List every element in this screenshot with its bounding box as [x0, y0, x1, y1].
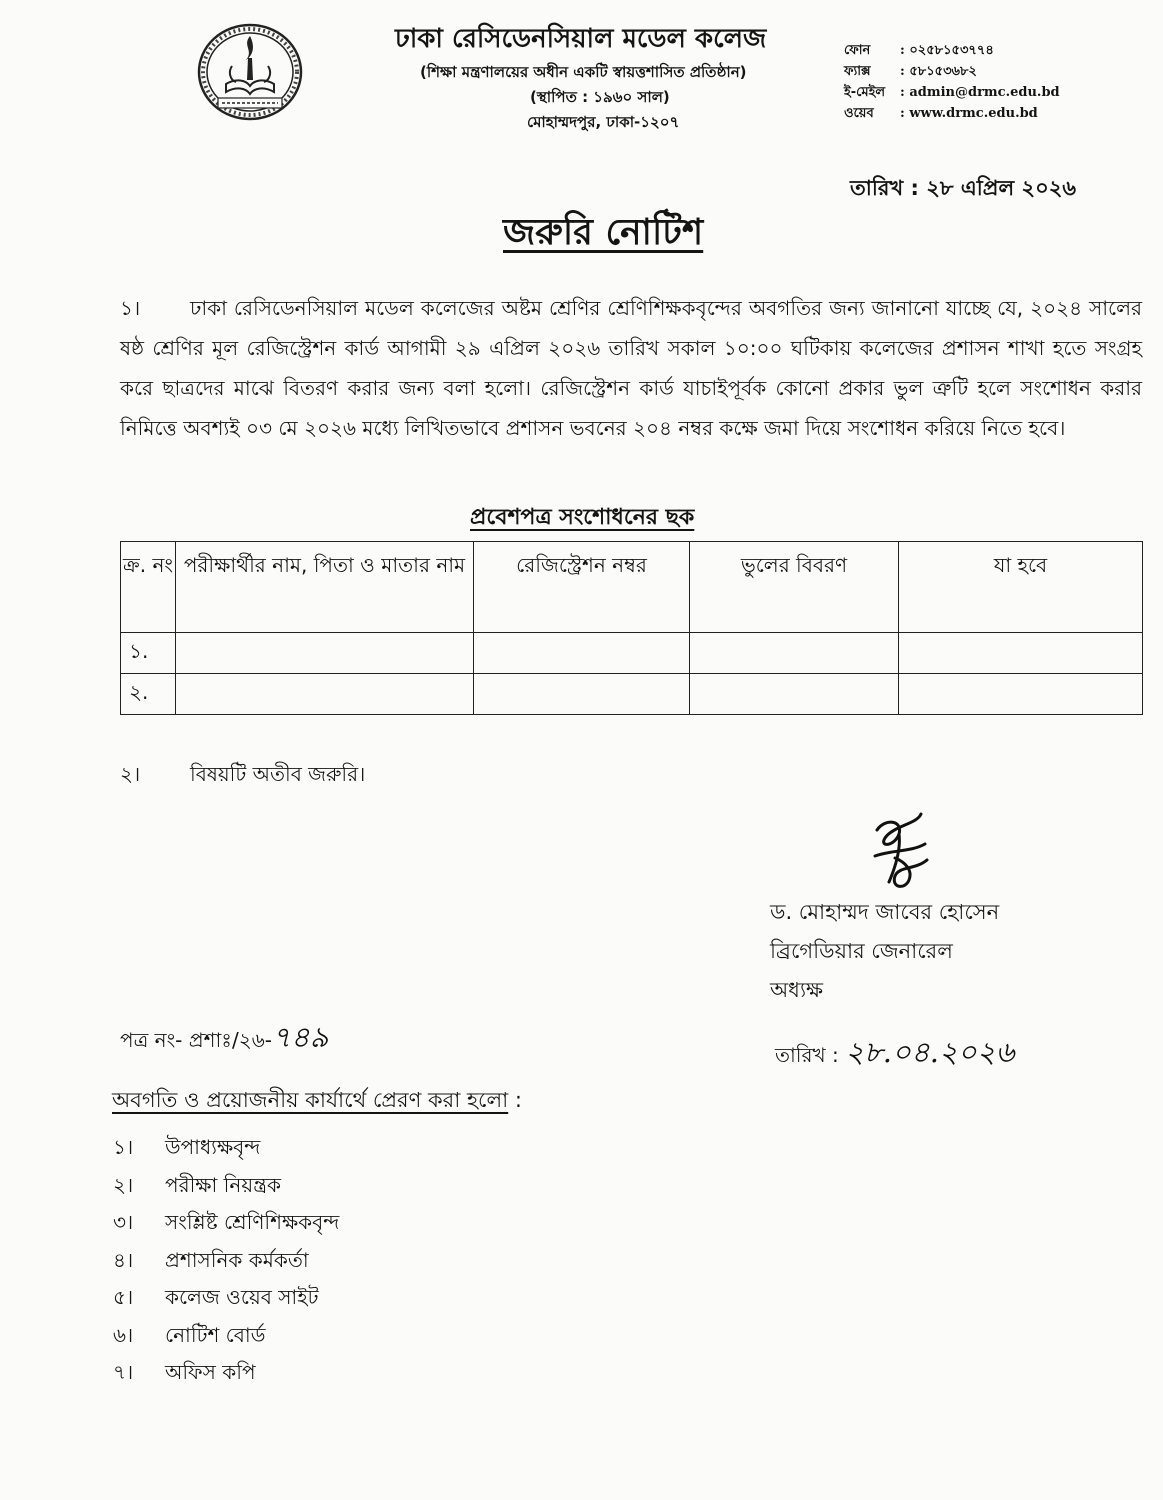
- table-header-row: [121, 542, 1143, 633]
- notice-date: তারিখ : ২৮ এপ্রিল ২০২৬: [850, 176, 1077, 200]
- notice-title: জরুরি নোটিশ: [503, 212, 704, 253]
- contact-phone: ফোন : ০২৫৮১৫৩৭৭৪: [844, 43, 994, 58]
- signatory-block: [770, 893, 999, 1010]
- contact-email: ই-মেইল : admin@drmc.edu.bd: [844, 85, 1060, 100]
- contact-web: ওয়েব : www.drmc.edu.bd: [844, 106, 1038, 121]
- notice-paragraph-2: [120, 760, 365, 793]
- list-item: ৩। সংশ্লিষ্ট শ্রেণিশিক্ষকবৃন্দ: [113, 1210, 340, 1234]
- header-error: ভুলের বিবরণ: [690, 542, 899, 633]
- list-item: ৭। অফিস কপি: [113, 1360, 256, 1384]
- contact-info: [844, 40, 1060, 124]
- signature-icon: [855, 810, 947, 898]
- college-name: ঢাকা রেসিডেনসিয়াল মডেল কলেজ: [395, 24, 767, 54]
- list-item: ৬। নোটিশ বোর্ড: [113, 1322, 266, 1347]
- paragraph-text: বিষয়টি অতীব জরুরি।: [190, 762, 366, 786]
- college-subtitle: (শিক্ষা মন্ত্রণালয়ের অধীন একটি স্বায়ত্তশাসিত প্রতিষ্ঠান): [420, 63, 747, 81]
- header-correction: যা হবে: [899, 542, 1143, 633]
- sign-date-handwritten: ২৮.০৪.২০২৬: [845, 1035, 1015, 1069]
- row-cell: [176, 674, 474, 715]
- row-cell: [690, 674, 899, 715]
- notice-paragraph-1: [120, 288, 1142, 448]
- row-cell: [474, 674, 690, 715]
- row-cell: [690, 633, 899, 674]
- list-item: ২। পরীক্ষা নিয়ন্ত্রক: [113, 1172, 281, 1197]
- row-serial: ১.: [121, 633, 176, 674]
- table-row: [121, 633, 1143, 674]
- established-year: (স্থাপিত : ১৯৬০ সাল): [530, 88, 670, 106]
- distribution-title-suffix: :: [508, 1088, 522, 1112]
- distribution-list: [113, 1129, 339, 1392]
- memo-handwritten-number: ৭৪৯: [271, 1020, 329, 1054]
- memo-number: [120, 1015, 328, 1064]
- college-address: মোহাম্মদপুর, ঢাকা-১২০৭: [527, 113, 680, 131]
- row-cell: [474, 633, 690, 674]
- row-cell: [899, 674, 1143, 715]
- list-item: ৪। প্রশাসনিক কর্মকর্তা: [113, 1247, 309, 1272]
- header-registration: রেজিস্ট্রেশন নম্বর: [474, 542, 690, 633]
- table-title: প্রবেশপত্র সংশোধনের ছক: [470, 505, 695, 530]
- header-serial: ক্র. নং: [121, 542, 176, 633]
- table-row: [121, 674, 1143, 715]
- correction-table: [120, 541, 1143, 715]
- header-name: পরীক্ষার্থীর নাম, পিতা ও মাতার নাম: [176, 542, 474, 633]
- signatory-name: ড. মোহাম্মদ জাবের হোসেন: [770, 900, 1000, 924]
- row-serial: ২.: [121, 674, 176, 715]
- memo-prefix: পত্র নং- প্রশাঃ/২৬-: [120, 1028, 272, 1052]
- distribution-title-text: অবগতি ও প্রয়োজনীয় কার্যার্থে প্রেরণ করা হলো: [112, 1088, 509, 1112]
- distribution-title: [112, 1084, 522, 1119]
- sign-date: [775, 1030, 1014, 1079]
- paragraph-number: ২।: [120, 762, 141, 786]
- list-item: ১। উপাধ্যক্ষবৃন্দ: [113, 1135, 261, 1159]
- list-item: ৫। কলেজ ওয়েব সাইট: [113, 1285, 319, 1309]
- contact-fax: ফ্যাক্স : ৫৮১৫৩৬৮২: [844, 64, 977, 79]
- signatory-designation: অধ্যক্ষ: [770, 978, 824, 1002]
- college-logo-icon: [196, 22, 304, 122]
- paragraph-text: ঢাকা রেসিডেনসিয়াল মডেল কলেজের অষ্টম শ্রেণির শ্রেণিশিক্ষকবৃন্দের অবগতির জন্য জানানো যাচ্ছে যে, ২০২৪ সালের ষষ্ঠ শ্রেণির মূল রেজিস্ট্রেশন কার্ড আগামী ২৯ এপ্রিল ২০২৬ তারিখ সকাল ১০:০০ ঘটিকায় কলেজের প্রশাসন শাখা হতে সংগ্রহ করে ছাত্রদের মাঝে বিতরণ করার জন্য বলা হলো। রেজিস্ট্রেশন কার্ড যাচাইপূর্বক কোনো প্রকার ভুল ত্রুটি হলে সংশোধন করার নিমিত্তে অবশ্যই ০৩ মে ২০২৬ মধ্যে লিখিতভাবে প্রশাসন ভবনের ২০৪ নম্বর কক্ষে জমা দিয়ে সংশোধন করিয়ে নিতে হবে।: [120, 296, 1142, 440]
- signatory-rank: ব্রিগেডিয়ার জেনারেল: [770, 939, 953, 963]
- row-cell: [899, 633, 1143, 674]
- paragraph-number: ১।: [120, 296, 141, 320]
- row-cell: [176, 633, 474, 674]
- sign-date-label: তারিখ :: [775, 1043, 839, 1067]
